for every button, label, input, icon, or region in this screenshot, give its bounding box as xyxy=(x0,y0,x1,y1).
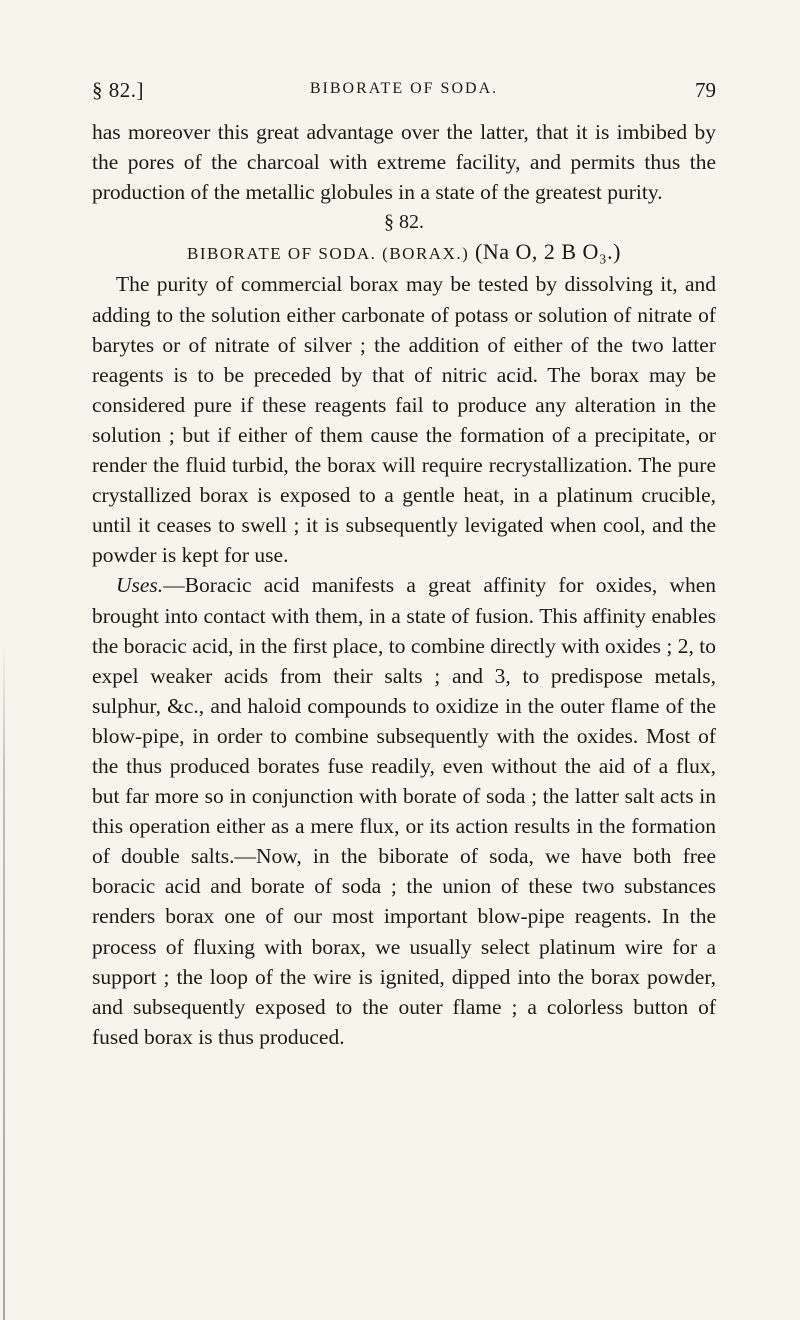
section-heading-subtitle: (BORAX.) xyxy=(382,244,470,264)
body-text xyxy=(92,117,716,1052)
running-head xyxy=(92,78,716,108)
continuation-paragraph: has moreover this great advantage over the latter, that it is imbibed by the pores of the charcoal with extreme facility, and permits thus the production of the metallic globules in a state of the greatest purity. xyxy=(92,120,716,205)
running-head-title: BIBORATE OF SODA. xyxy=(309,80,499,97)
uses-lead: Uses. xyxy=(116,573,164,598)
section-heading xyxy=(92,237,716,269)
section-number: § 82. xyxy=(384,211,424,234)
scan-edge-mark xyxy=(3,640,5,1320)
page-number: 79 xyxy=(695,78,716,102)
paragraph-uses xyxy=(92,570,716,1052)
section-heading-title: BIBORATE OF SODA. xyxy=(187,244,377,264)
uses-text: —Boracic acid manifests a great affinity for oxides, when brought into contact with them, in a state of fusion. This affinity enables the boracic acid, in the first place, to combine directly with oxides ; 2, to expel weaker acids from their salts ; and 3, to predispose metals, sulphur, &c., and haloid compounds to oxidize in the outer flame of the blow-pipe, in order to combine subsequently with the oxides. Most of the thus produced borates fuse readily, even without the aid of a flux, but far more so in conjunction with borate of soda ; the latter salt acts in this operation either as a mere flux, or its action results in the formation of double salts.—Now, in the biborate of soda, we have both free boracic acid and borate of soda ; the union of these two substances renders borax one of our most important blow-pipe reagents. In the process of fluxing with borax, we usually select platinum wire for a support ; the loop of the wire is ignited, dipped into the borax powder, and subsequently exposed to the outer flame ; a colorless button of fused borax is thus produced. xyxy=(92,573,716,1049)
paragraph-purity: The purity of commercial borax may be tested by dissolving it, and adding to the solution either carbonate of potass or solution of nitrate of barytes or of nitrate of silver ; the addition of either of the two latter reagents is to be preceded by that of nitric acid. The borax may be considered pure if these reagents fail to produce any alteration in the solution ; but if either of them cause the formation of a precipitate, or render the fluid turbid, the borax will require recrystallization. The pure crystallized borax is exposed to a gentle heat, in a platinum crucible, until it ceases to swell ; it is subsequently levigated when cool, and the powder is kept for use. xyxy=(92,272,716,568)
section-heading-formula: (Na O, 2 B O₃.) xyxy=(475,239,621,265)
running-head-section: § 82.] xyxy=(92,78,144,102)
